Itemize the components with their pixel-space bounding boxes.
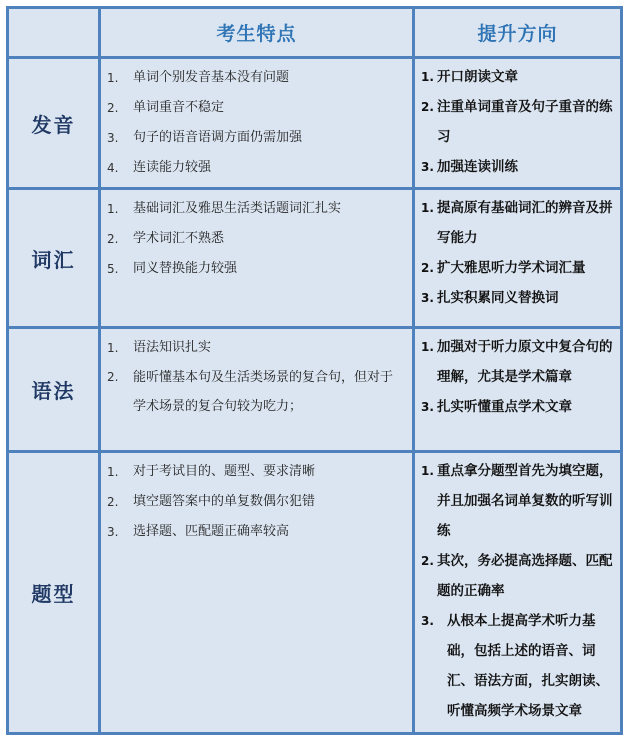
list-item: 3. 句子的语音语调方面仍需加强: [107, 130, 303, 145]
list-item: 3. 选择题、匹配题正确率较高: [107, 524, 290, 539]
comparison-table: [6, 6, 623, 735]
list-item: 1. 语法知识扎实: [107, 340, 212, 355]
improvements-pronunciation: [415, 59, 620, 187]
header-features: 考生特点: [101, 9, 412, 56]
list-item: 1. 提高原有基础词汇的辨音及拼写能力: [421, 200, 613, 246]
features-vocabulary: [101, 190, 412, 326]
features-grammar: [101, 329, 412, 450]
list-item: 3. 从根本上提高学术听力基础，包括上述的语音、词汇、语法方面，扎实朗读、听懂高频学术场景文章: [421, 613, 609, 719]
category-question-types: 题型: [9, 453, 98, 732]
features-pronunciation: [101, 59, 412, 187]
list-item: 1. 加强对于听力原文中复合句的理解，尤其是学术篇章: [421, 339, 613, 385]
list-item: 3. 扎实听懂重点学术文章: [421, 399, 572, 415]
list-item: 2. 注重单词重音及句子重音的练习: [421, 99, 613, 145]
category-vocabulary: 词汇: [9, 190, 98, 326]
list-item: 2. 其次，务必提高选择题、匹配题的正确率: [421, 553, 613, 599]
list-item: 3. 扎实积累同义替换词: [421, 290, 559, 306]
list-item: 2. 单词重音不稳定: [107, 100, 225, 115]
list-item: 1. 重点拿分题型首先为填空题，并且加强名词单复数的听写训练: [421, 463, 613, 539]
list-item: 1. 单词个别发音基本没有问题: [107, 70, 290, 85]
header-improvement: 提升方向: [415, 9, 620, 56]
list-item: 2. 填空题答案中的单复数偶尔犯错: [107, 494, 316, 509]
list-item: 2. 扩大雅思听力学术词汇量: [421, 260, 586, 276]
list-item: 4. 连读能力较强: [107, 160, 212, 175]
improvements-grammar: [415, 329, 620, 450]
features-question-types: [101, 453, 412, 732]
list-item: 5. 同义替换能力较强: [107, 261, 238, 276]
improvements-vocabulary: [415, 190, 620, 326]
list-item: 1. 开口朗读文章: [421, 69, 518, 85]
list-item: 1. 基础词汇及雅思生活类话题词汇扎实: [107, 201, 342, 216]
header-corner-cell: [9, 9, 98, 56]
list-item: 2. 能听懂基本句及生活类场景的复合句，但对于学术场景的复合句较为吃力；: [107, 370, 394, 414]
improvements-question-types: [415, 453, 620, 732]
list-item: 3. 加强连读训练: [421, 159, 518, 175]
category-grammar: 语法: [9, 329, 98, 450]
category-pronunciation: 发音: [9, 59, 98, 187]
list-item: 1. 对于考试目的、题型、要求清晰: [107, 464, 316, 479]
list-item: 2. 学术词汇不熟悉: [107, 231, 225, 246]
